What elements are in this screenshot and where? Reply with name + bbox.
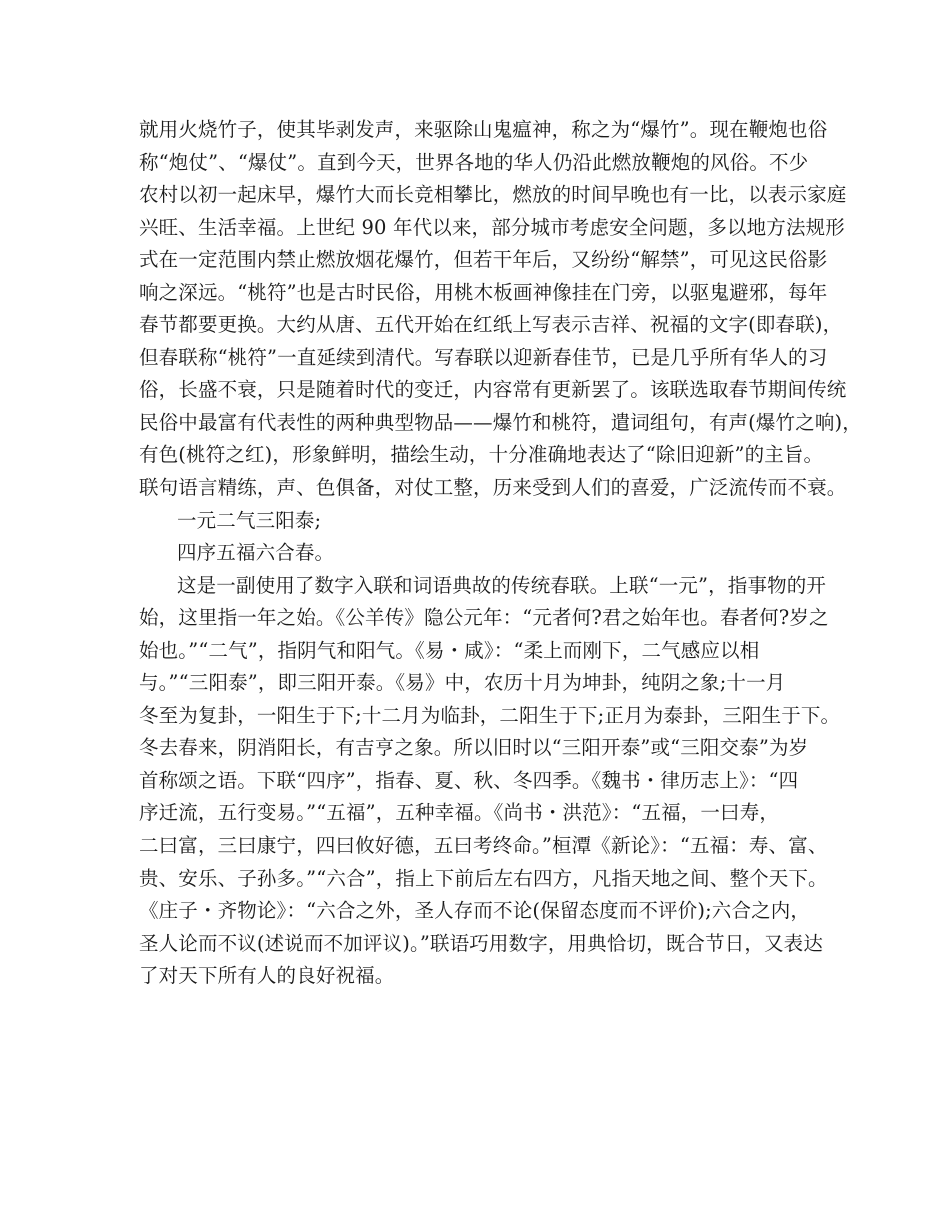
- text-line: 始，这里指一年之始。《公羊传》隐公元年：“元者何?君之始年也。春者何?岁之: [139, 606, 829, 630]
- text-line: 四序五福六合春。: [177, 541, 335, 565]
- text-line: 联句语言精练，声、色俱备，对仗工整，历来受到人们的喜爱，广泛流传而不衰。: [139, 476, 847, 500]
- text-line: 冬去春来，阴消阳长，有吉亨之象。所以旧时以“三阳开泰”或“三阳交泰”为岁: [139, 736, 809, 760]
- text-line: 俗，长盛不衰，只是随着时代的变迁，内容常有更新罢了。该联选取春节期间传统: [139, 378, 847, 402]
- text-line: 与。”“三阳泰”，即三阳开泰。《易》中，农历十月为坤卦，纯阴之象;十一月: [139, 671, 786, 695]
- text-line: 式在一定范围内禁止燃放烟花爆竹，但若干年后，又纷纷“解禁”，可见这民俗影: [139, 248, 828, 272]
- text-line: 民俗中最富有代表性的两种典型物品——爆竹和桃符，遣词组句，有声(爆竹之响)，: [139, 410, 862, 434]
- body-text: [139, 114, 862, 993]
- text-line: 有色(桃符之红)，形象鲜明，描绘生动，十分准确地表达了“除旧迎新”的主旨。: [139, 443, 824, 467]
- text-line: 称“炮仗”、“爆仗”。直到今天，世界各地的华人仍沿此燃放鞭炮的风俗。不少: [139, 150, 809, 174]
- text-line: 圣人论而不议(述说而不加评议)。”联语巧用数字，用典恰切，既合节日，又表达: [139, 931, 823, 955]
- text-line: 了对天下所有人的良好祝福。: [139, 964, 395, 988]
- text-line: 冬至为复卦，一阳生于下;十二月为临卦，二阳生于下;正月为泰卦，三阳生于下。: [139, 703, 841, 727]
- text-line: 一元二气三阳泰;: [177, 508, 322, 532]
- text-line: 贵、安乐、子孙多。”“六合”，指上下前后左右四方，凡指天地之间、整个天下。: [139, 866, 828, 890]
- text-line: 首称颂之语。下联“四序”，指春、夏、秋、冬四季。《魏书・律历志上》：“四: [139, 768, 799, 792]
- text-line: 就用火烧竹子，使其毕剥发声，来驱除山鬼瘟神，称之为“爆竹”。现在鞭炮也俗: [139, 118, 828, 141]
- text-line: 兴旺、生活幸福。上世纪 90 年代以来，部分城市考虑安全问题，多以地方法规形: [139, 215, 845, 239]
- text-line: 二曰富，三曰康宁，四曰攸好德，五曰考终命。”桓潭《新论》：“五福：寿、富、: [139, 834, 828, 858]
- text-line: 始也。”“二气”，指阴气和阳气。《易・咸》：“柔上而刚下，二气感应以相: [139, 638, 760, 662]
- text-line: 春节都要更换。大约从唐、五代开始在红纸上写表示吉祥、祝福的文字(即春联)，: [139, 313, 843, 337]
- text-line: 这是一副使用了数字入联和词语典故的传统春联。上联“一元”，指事物的开: [177, 573, 827, 597]
- text-line: 农村以初一起床早，爆竹大而长竞相攀比，燃放的时间早晚也有一比，以表示家庭: [139, 183, 847, 207]
- text-line: 《庄子・齐物论》：“六合之外，圣人存而不论(保留态度而不评价);六合之内，: [139, 899, 811, 923]
- text-line: 但春联称“桃符”一直延续到清代。写春联以迎新春佳节，已是几乎所有华人的习: [139, 345, 828, 369]
- text-line: 响之深远。“桃符”也是古时民俗，用桃木板画神像挂在门旁，以驱鬼避邪，每年: [139, 280, 828, 304]
- text-line: 序迁流，五行变易。”“五福”，五种幸福。《尚书・洪范》：“五福，一曰寿，: [139, 801, 780, 825]
